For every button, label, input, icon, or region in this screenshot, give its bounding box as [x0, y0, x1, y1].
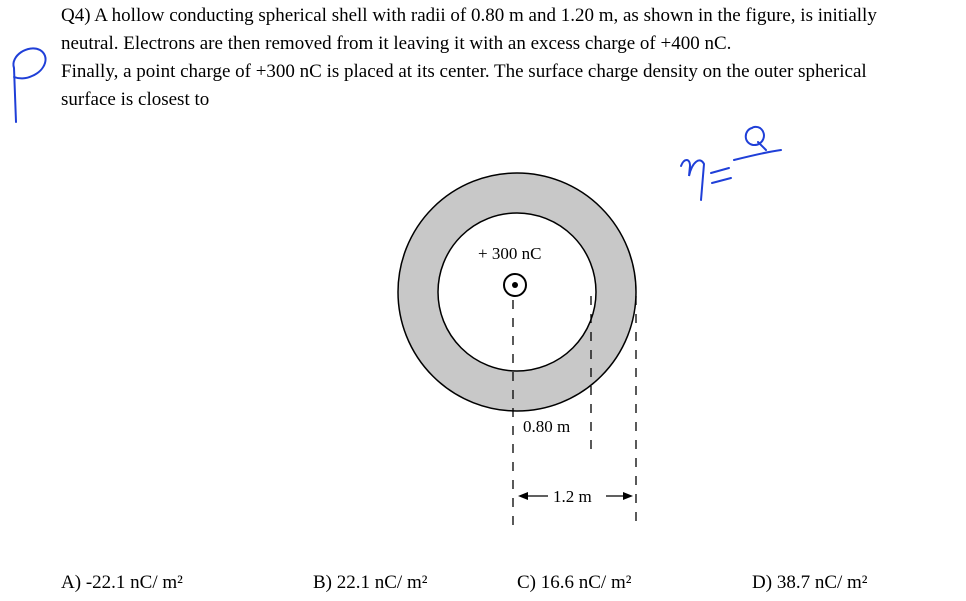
handwritten-fraction-bar — [734, 150, 781, 160]
question-line-2: neutral. Electrons are then removed from it leaving it with an excess charge of +400 nC. — [61, 33, 732, 54]
option-d-value: 38.7 nC/ m² — [776, 572, 868, 593]
inner-radius-label: 0.80 m — [523, 417, 571, 436]
outer-radius-label: 1.2 m — [553, 487, 592, 506]
point-charge-dot — [512, 282, 518, 288]
option-b-letter: B) — [313, 572, 332, 593]
option-c-value: 16.6 nC/ m² — [540, 572, 632, 593]
question-line-4: surface is closest to — [61, 89, 210, 110]
option-a-letter: A) — [61, 572, 82, 593]
answer-options — [0, 572, 966, 600]
option-b[interactable] — [313, 572, 427, 594]
handwritten-p-mark — [13, 48, 45, 122]
question-line-3: Finally, a point charge of +300 nC is placed at its center. The surface charge density on the outer spherical — [61, 61, 867, 82]
option-a-value: -22.1 nC/ m² — [85, 572, 183, 593]
option-a[interactable] — [61, 572, 183, 594]
question-line-1: Q4) A hollow conducting spherical shell with radii of 0.80 m and 1.20 m, as shown in the figure, is initially — [61, 5, 877, 26]
option-c[interactable] — [517, 572, 631, 594]
option-d-letter: D) — [752, 572, 773, 593]
handwritten-q — [746, 127, 766, 150]
outer-radius-arrow-right-head — [623, 492, 633, 500]
handwritten-eta — [681, 160, 704, 200]
option-d[interactable] — [752, 572, 868, 594]
option-b-value: 22.1 nC/ m² — [336, 572, 428, 593]
handwritten-formula — [681, 127, 781, 200]
outer-radius-arrow-left-head — [518, 492, 528, 500]
handwritten-equals — [711, 168, 731, 183]
charge-label: + 300 nC — [478, 244, 542, 263]
option-c-letter: C) — [517, 572, 536, 593]
